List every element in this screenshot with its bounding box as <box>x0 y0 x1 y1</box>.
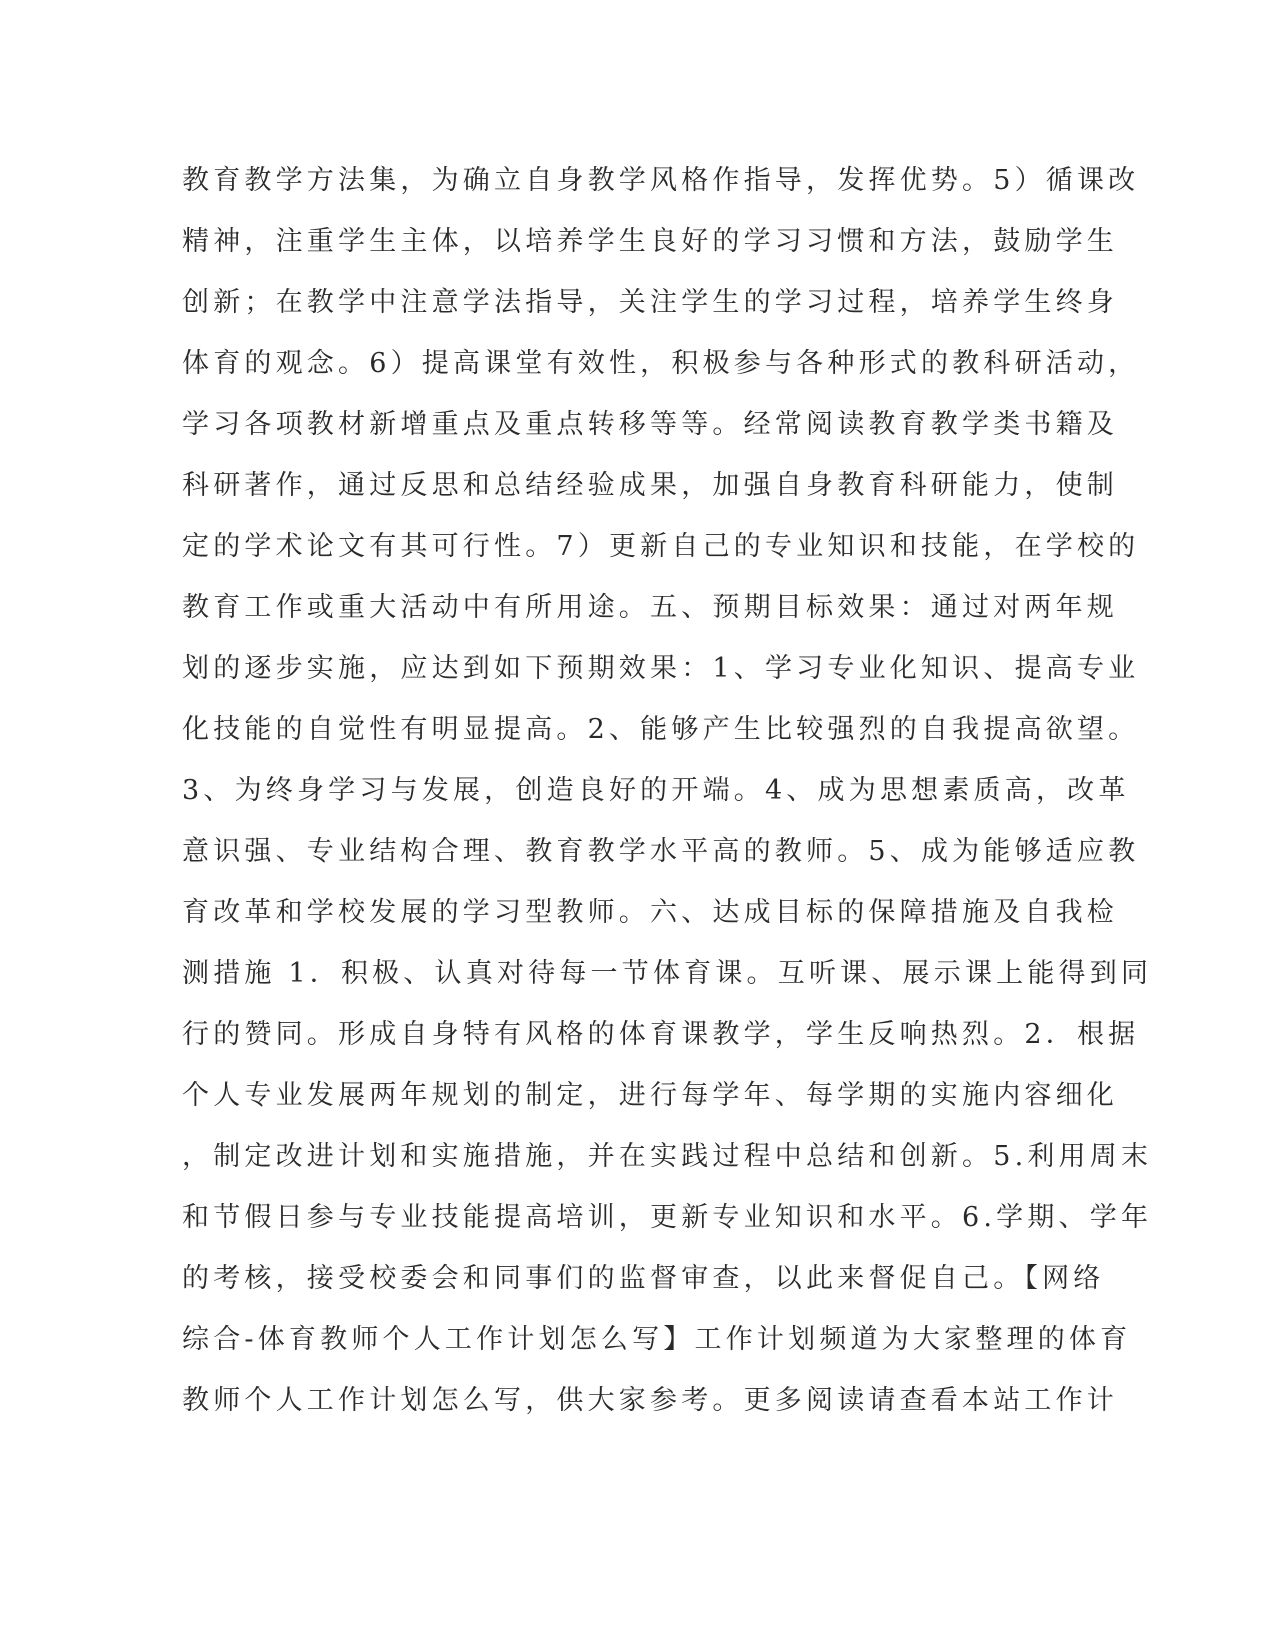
text-line: 的考核，接受校委会和同事们的监督审查，以此来督促自己。【网络 <box>182 1263 1105 1294</box>
text-line: 教育教学方法集，为确立自身教学风格作指导，发挥优势。5）循课改 <box>182 165 1140 196</box>
text-line: 精神，注重学生主体，以培养学生良好的学习习惯和方法，鼓励学生 <box>182 226 1118 257</box>
text-line: 3、为终身学习与发展，创造良好的开端。4、成为思想素质高，改革 <box>182 775 1130 806</box>
text-line: 科研著作，通过反思和总结经验成果，加强自身教育科研能力，使制 <box>182 470 1118 501</box>
text-line: 教师个人工作计划怎么写，供大家参考。更多阅读请查看本站工作计 <box>182 1385 1118 1416</box>
text-line: 综合-体育教师个人工作计划怎么写】工作计划频道为大家整理的体育 <box>182 1324 1132 1355</box>
text-line: 意识强、专业结构合理、教育教学水平高的教师。5、成为能够适应教 <box>182 836 1140 867</box>
text-line: 个人专业发展两年规划的制定，进行每学年、每学期的实施内容细化 <box>182 1080 1118 1111</box>
body-text <box>182 160 1153 1441</box>
text-line: 行的赞同。形成自身特有风格的体育课教学，学生反响热烈。2．根据 <box>182 1019 1140 1050</box>
text-line: 和节假日参与专业技能提高培训，更新专业知识和水平。6.学期、学年 <box>182 1202 1153 1233</box>
text-line: 体育的观念。6）提高课堂有效性，积极参与各种形式的教科研活动， <box>182 348 1140 379</box>
text-line: 学习各项教材新增重点及重点转移等等。经常阅读教育教学类书籍及 <box>182 409 1118 440</box>
text-line: 创新；在教学中注意学法指导，关注学生的学习过程，培养学生终身 <box>182 287 1118 318</box>
text-line: 测措施 1．积极、认真对待每一节体育课。互听课、展示课上能得到同 <box>182 958 1153 989</box>
text-line: 育改革和学校发展的学习型教师。六、达成目标的保障措施及自我检 <box>182 897 1118 928</box>
text-line: 教育工作或重大活动中有所用途。五、预期目标效果：通过对两年规 <box>182 592 1118 623</box>
text-line: ，制定改进计划和实施措施，并在实践过程中总结和创新。5.利用周末 <box>182 1141 1153 1172</box>
text-line: 定的学术论文有其可行性。7）更新自己的专业知识和技能，在学校的 <box>182 531 1140 562</box>
text-line: 化技能的自觉性有明显提高。2、能够产生比较强烈的自我提高欲望。 <box>182 714 1140 745</box>
text-line: 划的逐步实施，应达到如下预期效果：1、学习专业化知识、提高专业 <box>182 653 1140 684</box>
